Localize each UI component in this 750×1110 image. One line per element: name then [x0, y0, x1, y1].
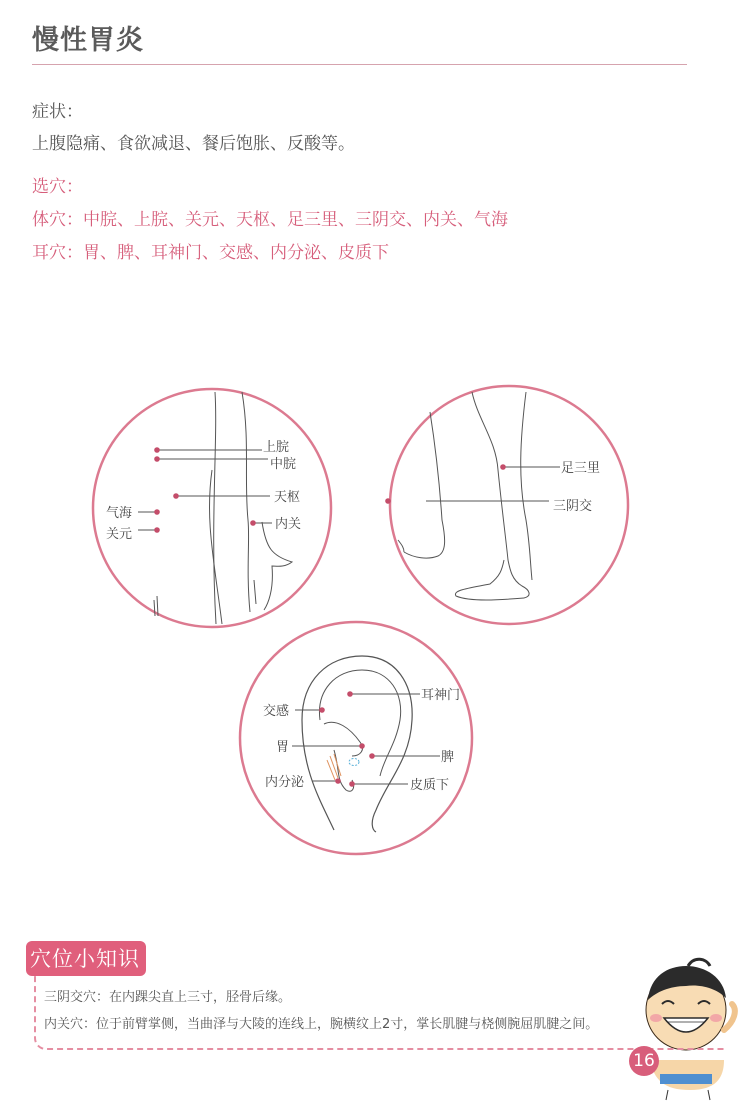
torso-figure — [93, 389, 331, 627]
label-guanyuan: 关元 — [106, 527, 133, 542]
label-pizhixia: 皮质下 — [410, 778, 450, 793]
label-zusanli: 足三里 — [561, 461, 601, 476]
label-neiguan: 内关 — [275, 517, 302, 532]
ear-points: 耳穴：胃、脾、耳神门、交感、内分泌、皮质下 — [32, 243, 389, 263]
points-label: 选穴： — [32, 177, 83, 197]
symptoms-label: 症状： — [32, 102, 83, 122]
label-pi: 脾 — [441, 750, 455, 765]
tips-neiguan: 内关穴：位于前臂掌侧，当曲泽与大陵的连线上，腕横纹上2寸，掌长肌腱与桡侧腕屈肌腱之间。 — [44, 1017, 599, 1032]
page-number: 16 — [629, 1046, 659, 1076]
label-ershenmen: 耳神门 — [421, 688, 461, 703]
symptoms-text: 上腹隐痛、食欲减退、餐后饱胀、反酸等。 — [32, 134, 355, 154]
label-wei: 胃 — [276, 740, 290, 755]
label-sanyinjiao: 三阴交 — [553, 499, 593, 514]
leg-figure — [385, 386, 628, 624]
label-jiaogan: 交感 — [263, 704, 290, 719]
page-title: 慢性胃炎 — [32, 25, 144, 56]
tips-title: 穴位小知识 — [26, 941, 146, 976]
label-neifenmi: 内分泌 — [265, 775, 305, 790]
label-zhongwan: 中脘 — [270, 457, 297, 472]
body-points: 体穴：中脘、上脘、关元、天枢、足三里、三阴交、内关、气海 — [32, 210, 508, 230]
ear-figure — [240, 622, 472, 854]
label-shangwan: 上脘 — [263, 440, 290, 455]
label-qihai: 气海 — [106, 506, 133, 521]
tips-sanyinjiao: 三阴交穴：在内踝尖直上三寸，胫骨后缘。 — [44, 990, 292, 1005]
label-tianshu: 天枢 — [274, 490, 301, 505]
